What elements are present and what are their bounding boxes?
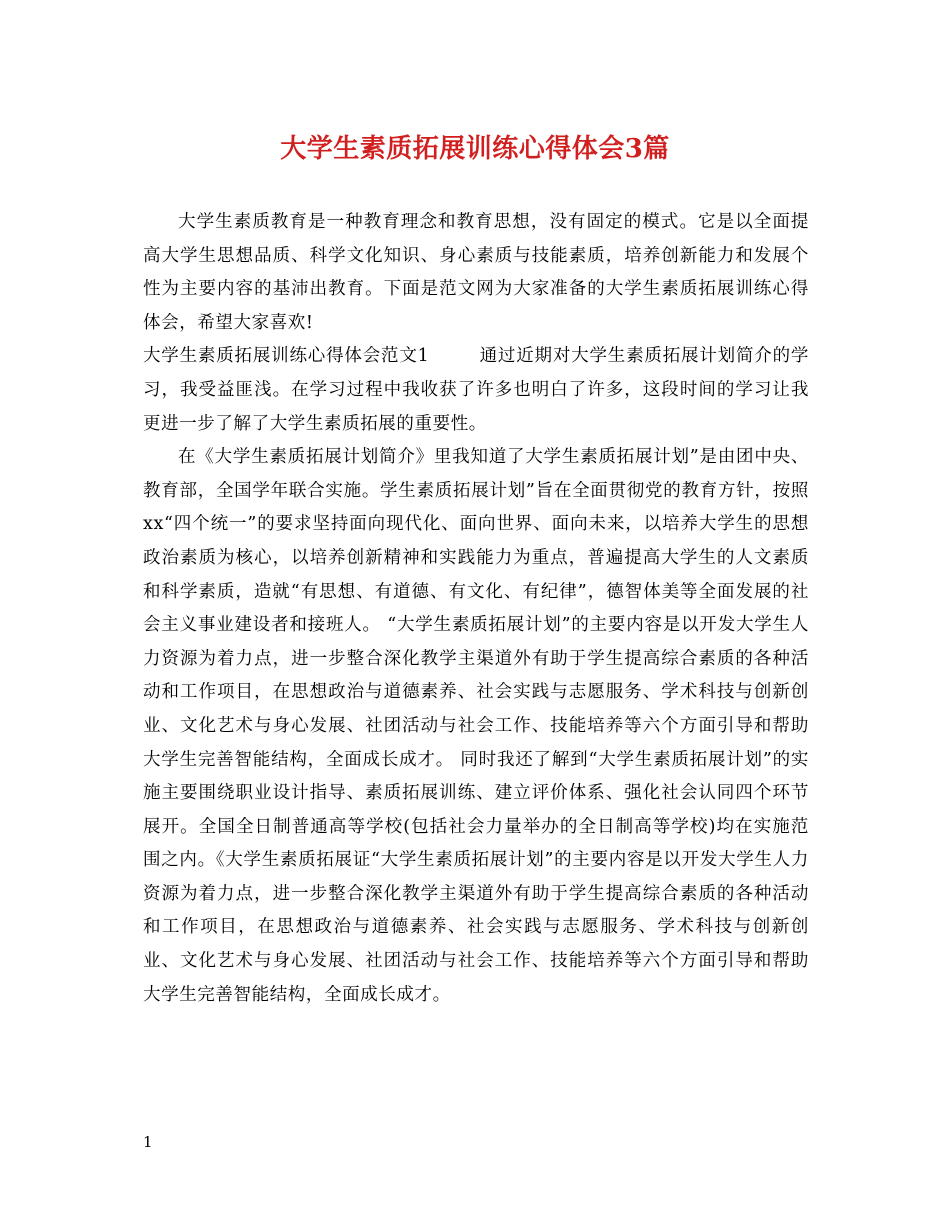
intro-paragraph: 大学生素质教育是一种教育理念和教育思想，没有固定的模式。它是以全面提高大学生思想品质、科学文化知识、身心素质与技能素质，培养创新能力和发展个性为主要内容的基沛出教育。下面是范文网为大家准备的大学生素质拓展训练心得体会，希望大家喜欢! [143,212,809,333]
body-paragraph-2: 在《大学生素质拓展计划简介》里我知道了大学生素质拓展计划”是由团中央、教育部，全国学年联合实施。学生素质拓展计划”旨在全面贯彻党的教育方针，按照xx“四个统一”的要求坚持面向现代化、面向世界、面向未来，以培养大学生的思想政治素质为核心，以培养创新精神和实践能力为重点，普遍提高大学生的人文素质和科学素质，造就“有思想、有道德、有文化、有纪律”，德智体美等全面发展的社会主义事业建设者和接班人。 “大学生素质拓展计划”的主要内容是以开发大学生人力资源为着力点，进一步整合深化教学主渠道外有助于学生提高综合素质的各种活动和工作项目，在思想政治与道德素养、社会实践与志愿服务、学术科技与创新创业、文化艺术与身心发展、社团活动与社会工作、技能培养等六个方面引导和帮助大学生完善智能结构，全面成长成才。 同时我还了解到“大学生素质拓展计划”的实施主要围绕职业设计指导、素质拓展训练、建立评价体系、强化社会认同四个环节展开。全国全日制普通高等学校(包括社会力量举办的全日制高等学校)均在实施范围之内。《大学生素质拓展证“大学生素质拓展计划”的主要内容是以开发大学生人力资源为着力点，进一步整合深化教学主渠道外有助于学生提高综合素质的各种活动和工作项目，在思想政治与道德素养、社会实践与志愿服务、学术科技与创新创业、文化艺术与身心发展、社团活动与社会工作、技能培养等六个方面引导和帮助大学生完善智能结构，全面成长成才。 [143,447,809,1005]
section-paragraph [143,340,809,441]
document-body [143,206,809,1012]
section-first-text: 通过近期对大学生素质拓展计划简介的学习，我受益匪浅。在学习过程中我收获了许多也明白了许多，这段时间的学习让我更进一步了解了大学生素质拓展的重要性。 [143,346,809,434]
section-heading: 大学生素质拓展训练心得体会范文1 [143,346,430,367]
page-number: 1 [143,1133,153,1151]
document-title: 大学生素质拓展训练心得体会3篇 [280,134,670,164]
